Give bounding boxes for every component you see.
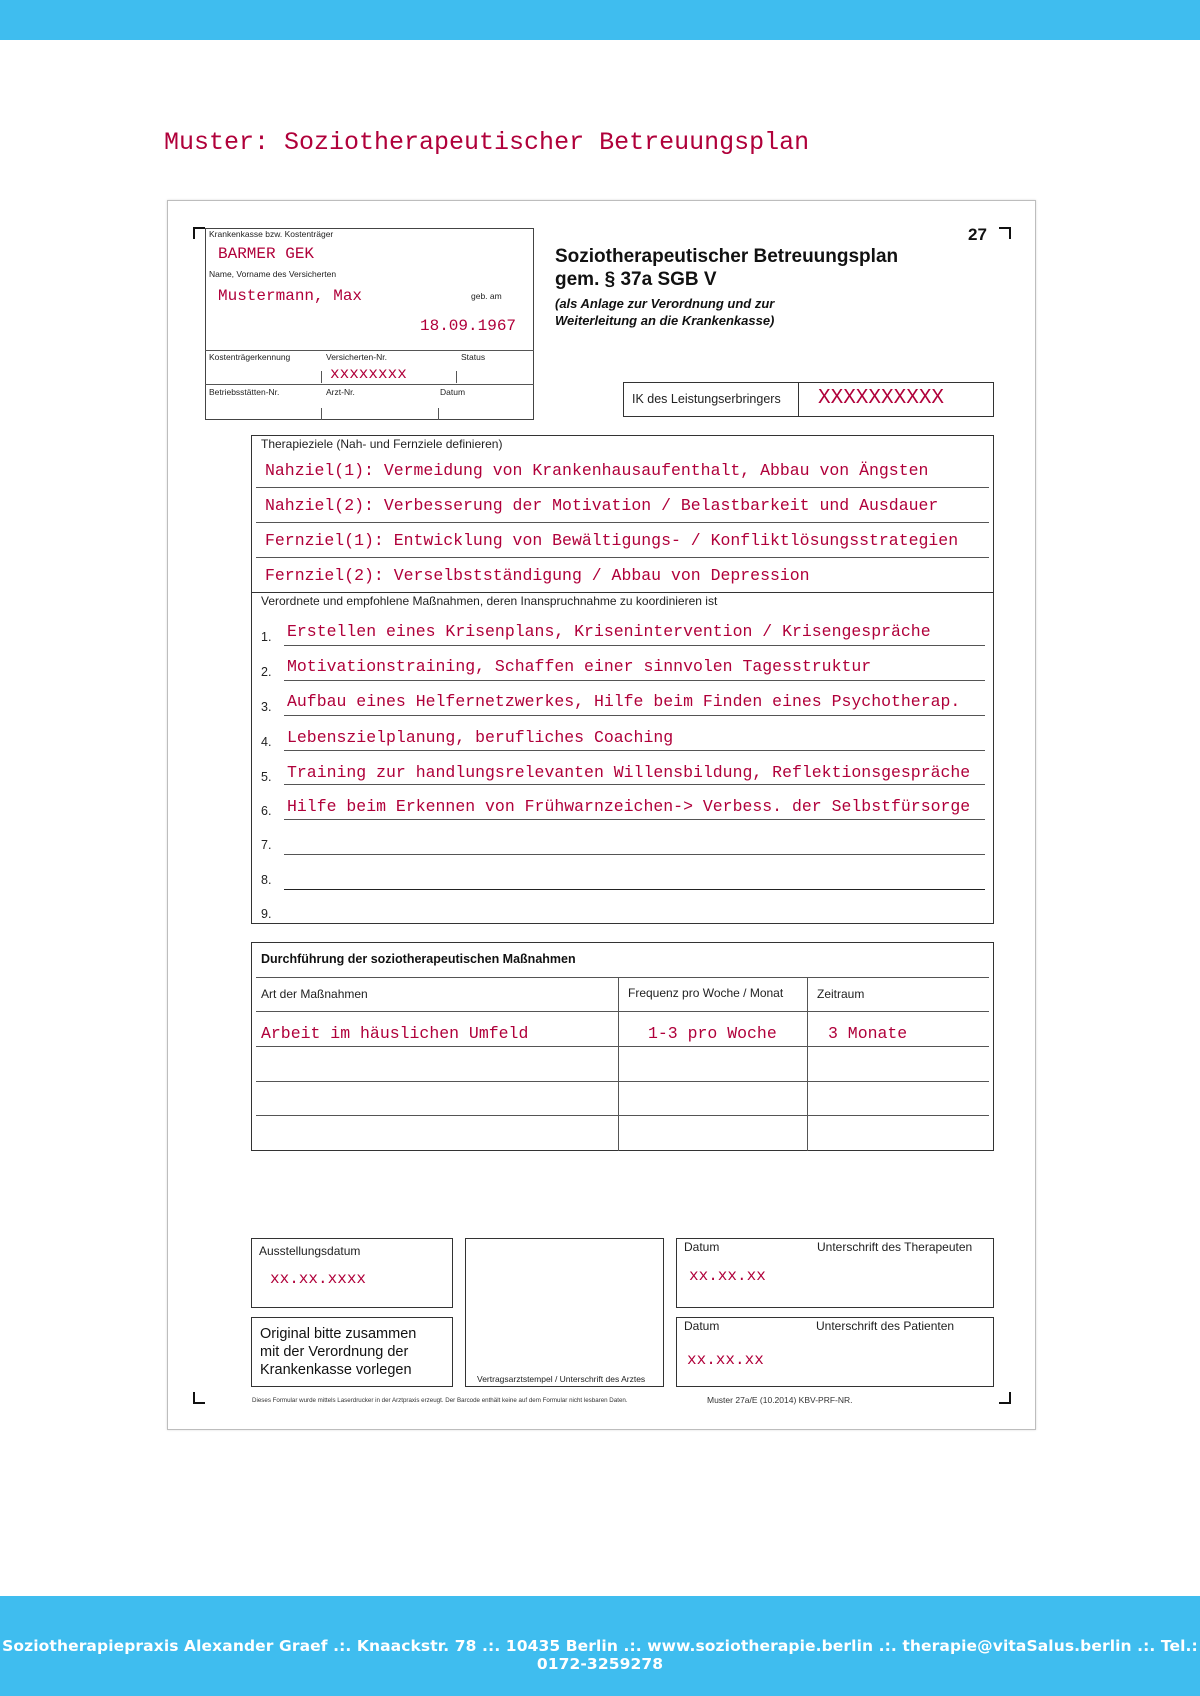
arzt-stamp-box xyxy=(465,1238,664,1387)
label-versichertennr: Versicherten-Nr. xyxy=(326,352,387,362)
column-header-freq: Frequenz pro Woche / Monat xyxy=(628,986,784,1000)
measure-rule xyxy=(284,645,985,646)
header-tick xyxy=(321,371,322,383)
arzt-stamp-label: Vertragsarztstempel / Unterschrift des Arztes xyxy=(477,1374,646,1384)
measure-number: 6. xyxy=(261,804,272,818)
table-rule xyxy=(256,1046,989,1047)
column-header-art: Art der Maßnahmen xyxy=(261,987,368,1001)
ik-value: XXXXXXXXXX xyxy=(818,387,945,410)
form-footnote-code: Muster 27a/E (10.2014) KBV-PRF-NR. xyxy=(707,1395,853,1405)
section-divider xyxy=(251,592,994,593)
measure-number: 7. xyxy=(261,838,272,852)
label-name: Name, Vorname des Versicherten xyxy=(209,269,337,279)
label-betriebsstaette: Betriebsstätten-Nr. xyxy=(209,387,280,397)
patient-signature-label: Unterschrift des Patienten xyxy=(816,1319,955,1333)
kasse-value: BARMER GEK xyxy=(218,245,315,263)
ik-label: IK des Leistungserbringers xyxy=(632,392,781,406)
header-divider xyxy=(205,350,534,351)
patient-datum-label: Datum xyxy=(684,1319,720,1333)
header-tick xyxy=(321,408,322,420)
measure-number: 1. xyxy=(261,630,272,644)
measure-number: 4. xyxy=(261,735,272,749)
table-rule xyxy=(256,977,989,978)
table-cell-freq: 1-3 pro Woche xyxy=(648,1024,777,1043)
goal-rule xyxy=(256,557,989,558)
form-title-law: gem. § 37a SGB V xyxy=(555,269,717,290)
form-sheet xyxy=(167,200,1036,1430)
measure-number: 8. xyxy=(261,873,272,887)
table-cell-art: Arbeit im häuslichen Umfeld xyxy=(261,1024,529,1043)
measure-text: Hilfe beim Erkennen von Frühwarnzeichen-> Verbess. der Selbstfürsorge xyxy=(287,797,971,816)
geb-value: 18.09.1967 xyxy=(420,317,517,335)
goal-line: Fernziel(2): Verselbstständigung / Abbau von Depression xyxy=(265,566,810,585)
top-banner xyxy=(0,0,1200,40)
page-title: Muster: Soziotherapeutischer Betreuungsplan xyxy=(164,128,810,157)
column-header-zeit: Zeitraum xyxy=(817,987,865,1001)
measure-text: Training zur handlungsrelevanten Willensbildung, Reflektionsgespräche xyxy=(287,763,971,782)
ik-divider xyxy=(798,382,799,417)
patient-datum-value: xx.xx.xx xyxy=(687,1351,764,1369)
label-arzt: Arzt-Nr. xyxy=(326,387,355,397)
corner-mark-bottom-left xyxy=(193,1392,205,1404)
note-line: Original bitte zusammen xyxy=(260,1326,417,1342)
header-tick xyxy=(456,371,457,383)
table-cell-zeit: 3 Monate xyxy=(828,1024,908,1043)
goal-rule xyxy=(256,487,989,488)
goals-label: Therapieziele (Nah- und Fernziele definieren) xyxy=(261,437,503,451)
goal-line: Nahziel(2): Verbesserung der Motivation / Belastbarkeit und Ausdauer xyxy=(265,496,939,515)
header-tick xyxy=(438,408,439,420)
therapeut-signature-label: Unterschrift des Therapeuten xyxy=(817,1240,973,1254)
measure-rule xyxy=(284,680,985,681)
measures-label: Verordnete und empfohlene Maßnahmen, deren Inanspruchnahme zu koordinieren ist xyxy=(261,594,718,608)
label-geb: geb. am xyxy=(471,291,502,301)
ausstellungsdatum-value: xx.xx.xxxx xyxy=(270,1270,367,1288)
label-kasse: Krankenkasse bzw. Kostenträger xyxy=(209,229,334,239)
measure-text: Motivationstraining, Schaffen einer sinnvolen Tagesstruktur xyxy=(287,657,872,676)
note-line: Krankenkasse vorlegen xyxy=(260,1362,412,1378)
form-title: Soziotherapeutischer Betreuungsplan xyxy=(555,246,899,267)
measure-rule xyxy=(284,854,985,855)
name-value: Mustermann, Max xyxy=(218,287,363,305)
corner-mark-top-left xyxy=(193,227,205,239)
goal-line: Nahziel(1): Vermeidung von Krankenhausaufenthalt, Abbau von Ängsten xyxy=(265,461,929,480)
measure-rule xyxy=(284,750,985,751)
measure-number: 9. xyxy=(261,907,272,921)
form-number: 27 xyxy=(968,225,987,244)
label-kostentraeger: Kostenträgerkennung xyxy=(209,352,291,362)
corner-mark-bottom-right xyxy=(999,1392,1011,1404)
corner-mark-top-right xyxy=(999,227,1011,239)
measure-number: 2. xyxy=(261,665,272,679)
footer-contact: Soziotherapiepraxis Alexander Graef .:. Knaackstr. 78 .:. 10435 Berlin .:. www.soziotherapie.berlin .:. therapie@vitaSalus.berlin .:. Tel.: 0172-3259278 xyxy=(2,1637,1198,1673)
goal-line: Fernziel(1): Entwicklung von Bewältigungs- / Konfliktlösungsstrategien xyxy=(265,531,959,550)
goal-rule xyxy=(256,522,989,523)
therapeut-datum-value: xx.xx.xx xyxy=(689,1267,766,1285)
table-column-divider xyxy=(807,977,808,1151)
measure-rule xyxy=(284,715,985,716)
table-rule xyxy=(256,1115,989,1116)
execution-title: Durchführung der soziotherapeutischen Maßnahmen xyxy=(261,952,576,966)
measure-rule xyxy=(284,889,985,890)
form-subtitle: (als Anlage zur Verordnung und zur xyxy=(555,296,775,311)
measure-number: 3. xyxy=(261,700,272,714)
measure-text: Erstellen eines Krisenplans, Krisenintervention / Krisengespräche xyxy=(287,622,931,641)
measure-rule xyxy=(284,819,985,820)
note-line: mit der Verordnung der xyxy=(260,1344,409,1360)
form-subtitle: Weiterleitung an die Krankenkasse) xyxy=(555,313,775,328)
table-column-divider xyxy=(618,977,619,1151)
table-rule xyxy=(256,1081,989,1082)
label-status: Status xyxy=(461,352,486,362)
label-datum: Datum xyxy=(440,387,466,397)
form-footnote: Dieses Formular wurde mittels Laserdrucker in der Arztpraxis erzeugt. Der Barcode enthält keine auf dem Formular nicht lesbaren Daten. xyxy=(252,1397,628,1404)
measure-text: Lebenszielplanung, berufliches Coaching xyxy=(287,728,674,747)
measure-number: 5. xyxy=(261,770,272,784)
measure-rule xyxy=(284,784,985,785)
measure-text: Aufbau eines Helfernetzwerkes, Hilfe beim Finden eines Psychotherap. xyxy=(287,692,961,711)
therapeut-datum-label: Datum xyxy=(684,1240,720,1254)
header-divider xyxy=(205,384,534,385)
table-rule xyxy=(256,1011,989,1012)
versichertennr-value: xxxxxxxx xyxy=(330,365,407,383)
ausstellungsdatum-label: Ausstellungsdatum xyxy=(259,1244,361,1258)
